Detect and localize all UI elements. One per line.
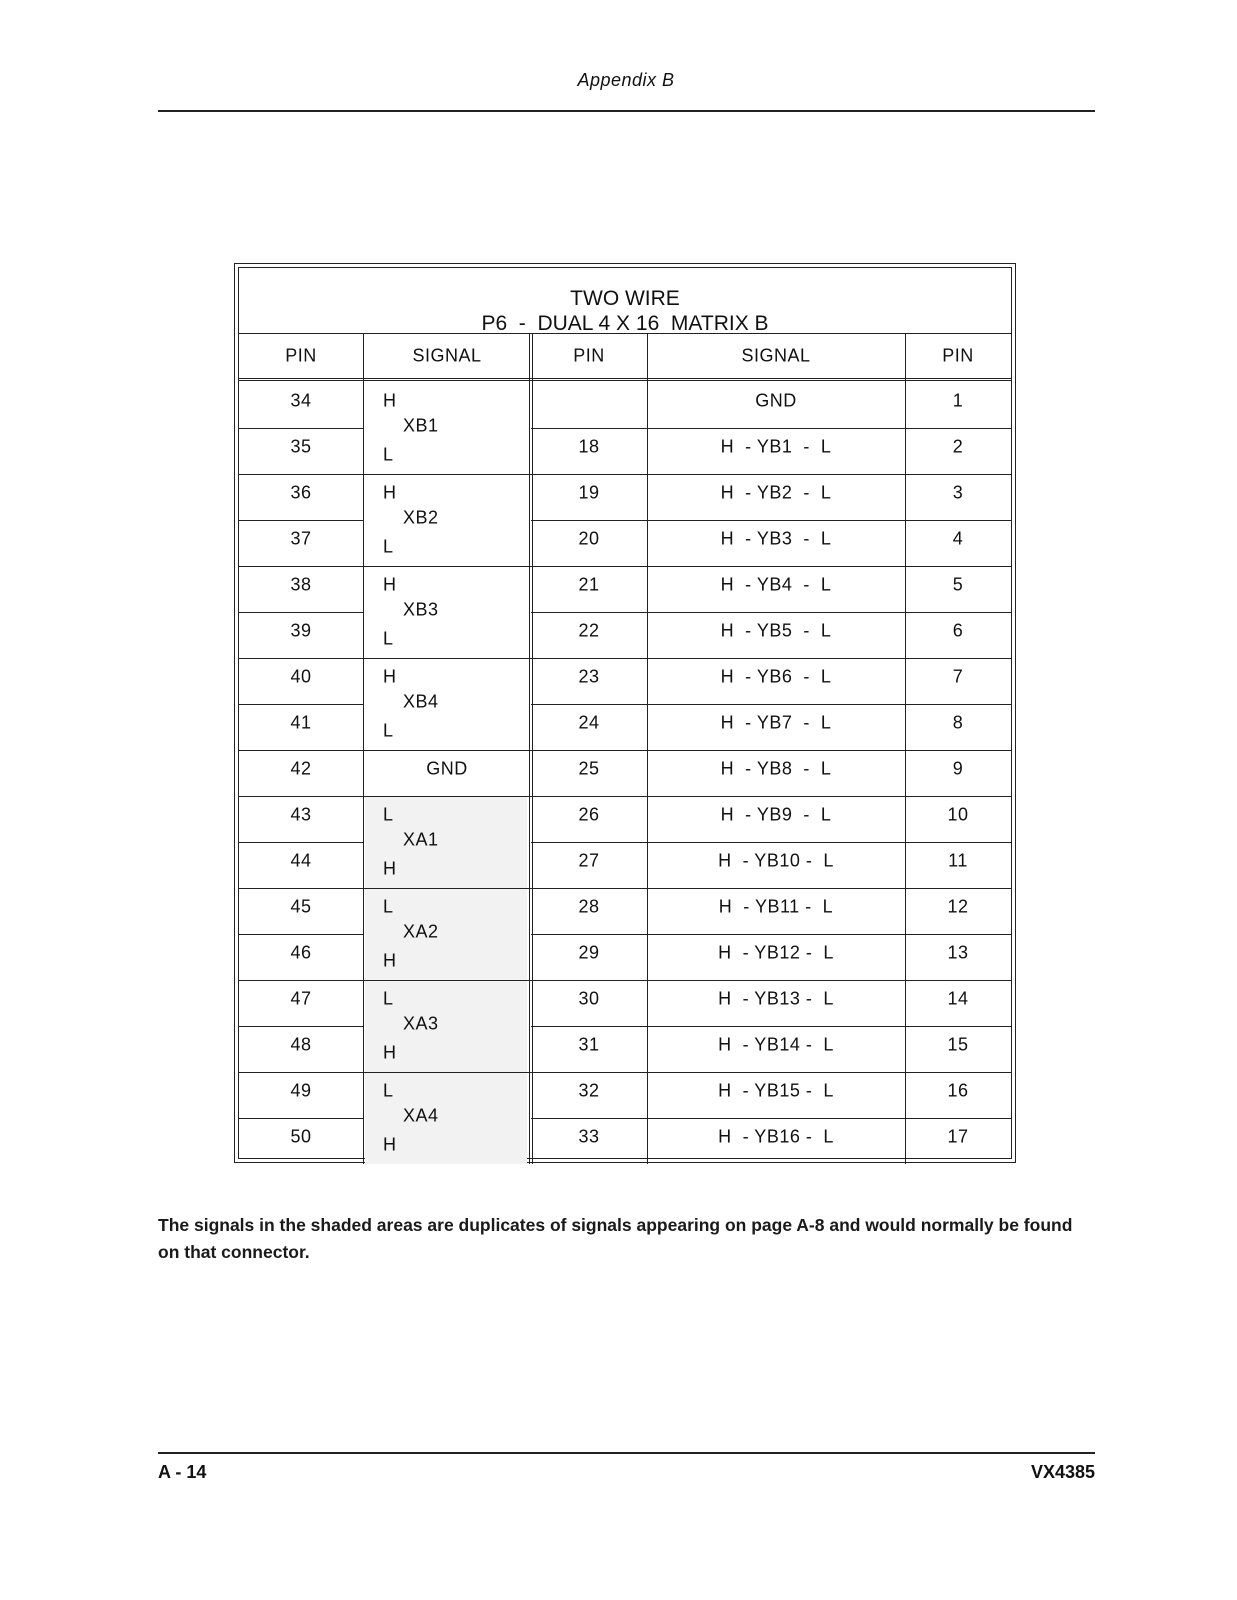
left-pin: 38 — [290, 574, 312, 595]
column-divider — [647, 334, 648, 1164]
column-header: PIN — [573, 345, 605, 366]
right-signal: H - YB15 - L — [718, 1080, 834, 1101]
row-divider — [531, 934, 1011, 935]
right-signal: H - YB6 - L — [720, 666, 832, 687]
column-header: PIN — [942, 345, 974, 366]
left-pin: 42 — [290, 758, 312, 779]
signal-group-top: H — [383, 666, 397, 687]
right-pin: 1 — [952, 390, 964, 411]
row-divider — [239, 796, 363, 797]
left-pin: 47 — [290, 988, 312, 1009]
right-pin: 17 — [947, 1126, 969, 1147]
row-divider — [531, 474, 1011, 475]
row-divider — [239, 428, 363, 429]
signal-group-top: L — [383, 804, 394, 825]
row-divider — [239, 474, 363, 475]
row-divider — [239, 1026, 363, 1027]
left-pin: 46 — [290, 942, 312, 963]
row-divider — [239, 842, 363, 843]
column-header: PIN — [285, 345, 317, 366]
right-pin: 3 — [952, 482, 964, 503]
row-divider — [363, 796, 531, 797]
right-pin: 4 — [952, 528, 964, 549]
signal-group-bottom: H — [383, 858, 397, 879]
signal-group-bottom: H — [383, 1134, 397, 1155]
right-pin: 13 — [947, 942, 969, 963]
row-divider — [239, 1118, 363, 1119]
right-signal: H - YB10 - L — [718, 850, 834, 871]
signal-group-bottom: L — [383, 720, 394, 741]
mid-pin: 27 — [578, 850, 600, 871]
column-header: SIGNAL — [741, 345, 811, 366]
signal-group-top: H — [383, 574, 397, 595]
row-divider — [363, 980, 531, 981]
header-divider — [239, 378, 1011, 381]
mid-pin: 30 — [578, 988, 600, 1009]
signal-group-bottom: L — [383, 444, 394, 465]
mid-pin: 32 — [578, 1080, 600, 1101]
signal-group-top: H — [383, 482, 397, 503]
column-header: SIGNAL — [412, 345, 482, 366]
column-divider — [363, 334, 364, 1164]
mid-pin: 19 — [578, 482, 600, 503]
row-divider — [531, 428, 1011, 429]
document-id: VX4385 — [1030, 1462, 1095, 1482]
row-divider — [239, 980, 363, 981]
right-signal: H - YB1 - L — [720, 436, 832, 457]
row-divider — [239, 888, 363, 889]
footer-rule — [158, 1452, 1095, 1454]
right-pin: 9 — [952, 758, 964, 779]
left-pin: 50 — [290, 1126, 312, 1147]
mid-pin: 18 — [578, 436, 600, 457]
page-number: A - 14 — [158, 1462, 207, 1482]
header-rule — [158, 110, 1095, 112]
left-pin: 36 — [290, 482, 312, 503]
right-pin: 6 — [952, 620, 964, 641]
left-pin: 34 — [290, 390, 312, 411]
pin-table — [234, 263, 1016, 1163]
pin-table-inner — [238, 267, 1012, 1159]
row-divider — [531, 612, 1011, 613]
row-divider — [363, 566, 531, 567]
right-pin: 2 — [952, 436, 964, 457]
row-divider — [363, 474, 531, 475]
table-title-line2: P6 - DUAL 4 X 16 MATRIX B — [481, 312, 769, 335]
mid-pin: 26 — [578, 804, 600, 825]
table-title-line1: TWO WIRE — [570, 287, 680, 310]
right-pin: 5 — [952, 574, 964, 595]
right-pin: 8 — [952, 712, 964, 733]
signal-group-name: XA3 — [403, 1013, 439, 1034]
row-divider — [531, 888, 1011, 889]
right-signal: H - YB7 - L — [720, 712, 832, 733]
row-divider — [239, 566, 363, 567]
signal-group-name: XA4 — [403, 1105, 439, 1126]
signal-group-top: L — [383, 896, 394, 917]
right-signal: H - YB5 - L — [720, 620, 832, 641]
row-divider — [363, 658, 531, 659]
left-pin: 41 — [290, 712, 312, 733]
left-pin: 48 — [290, 1034, 312, 1055]
left-pin: 37 — [290, 528, 312, 549]
left-pin: 45 — [290, 896, 312, 917]
right-signal: H - YB3 - L — [720, 528, 832, 549]
row-divider — [531, 566, 1011, 567]
right-signal: H - YB13 - L — [718, 988, 834, 1009]
mid-pin: 29 — [578, 942, 600, 963]
right-pin: 16 — [947, 1080, 969, 1101]
right-signal: GND — [755, 390, 797, 411]
signal-group-bottom: L — [383, 628, 394, 649]
right-pin: 11 — [948, 850, 968, 871]
mid-pin: 31 — [578, 1034, 600, 1055]
right-pin: 10 — [947, 804, 969, 825]
page-header-title: Appendix B — [577, 70, 675, 90]
row-divider — [239, 612, 363, 613]
table-title — [239, 268, 1011, 334]
signal-group-bottom: H — [383, 950, 397, 971]
right-pin: 14 — [947, 988, 969, 1009]
right-signal: H - YB11 - L — [718, 896, 834, 917]
signal-group-bottom: L — [383, 536, 394, 557]
row-divider — [239, 1072, 363, 1073]
right-pin: 12 — [947, 896, 969, 917]
row-divider — [531, 842, 1011, 843]
signal-group-top: H — [383, 390, 397, 411]
right-signal: H - YB9 - L — [720, 804, 832, 825]
signal-group-name: XB2 — [403, 507, 439, 528]
column-divider — [905, 334, 906, 1164]
mid-pin: 25 — [578, 758, 600, 779]
signal-group-top: L — [383, 1080, 394, 1101]
row-divider — [531, 1026, 1011, 1027]
row-divider — [363, 1072, 531, 1073]
signal-group-name: XB3 — [403, 599, 439, 620]
row-divider — [363, 750, 531, 751]
signal-group-top: L — [383, 988, 394, 1009]
left-pin: 40 — [290, 666, 312, 687]
mid-pin: 28 — [578, 896, 600, 917]
mid-pin: 22 — [578, 620, 600, 641]
left-pin: 44 — [290, 850, 312, 871]
row-divider — [531, 704, 1011, 705]
mid-pin: 20 — [578, 528, 600, 549]
mid-pin: 21 — [578, 574, 600, 595]
signal-group-name: XA2 — [403, 921, 439, 942]
footnote: The signals in the shaded areas are duplicates of signals appearing on page A-8 and would normally be found on that connector. — [158, 1215, 1073, 1262]
signal-group-name: XB1 — [403, 415, 439, 436]
row-divider — [531, 520, 1011, 521]
left-pin: 49 — [290, 1080, 312, 1101]
left-pin: 39 — [290, 620, 312, 641]
row-divider — [239, 704, 363, 705]
mid-pin: 33 — [578, 1126, 600, 1147]
row-divider — [531, 980, 1011, 981]
right-signal: H - YB4 - L — [720, 574, 832, 595]
left-pin: 43 — [290, 804, 312, 825]
right-pin: 15 — [947, 1034, 969, 1055]
right-signal: H - YB14 - L — [718, 1034, 834, 1055]
signal-group-name: XA1 — [403, 829, 439, 850]
row-divider — [531, 750, 1011, 751]
row-divider — [531, 658, 1011, 659]
mid-pin: 23 — [578, 666, 600, 687]
row-divider — [239, 750, 363, 751]
row-divider — [239, 520, 363, 521]
row-divider — [239, 658, 363, 659]
signal-group-bottom: H — [383, 1042, 397, 1063]
row-divider — [363, 888, 531, 889]
row-divider — [531, 1072, 1011, 1073]
row-divider — [239, 934, 363, 935]
left-gnd-signal: GND — [426, 758, 468, 779]
right-signal: H - YB8 - L — [720, 758, 832, 779]
signal-group-name: XB4 — [403, 691, 439, 712]
right-pin: 7 — [952, 666, 964, 687]
row-divider — [531, 796, 1011, 797]
row-divider — [531, 1118, 1011, 1119]
left-pin: 35 — [290, 436, 312, 457]
right-signal: H - YB16 - L — [718, 1126, 834, 1147]
right-signal: H - YB12 - L — [718, 942, 834, 963]
mid-pin: 24 — [578, 712, 600, 733]
right-signal: H - YB2 - L — [720, 482, 832, 503]
column-divider-double — [529, 334, 533, 1164]
